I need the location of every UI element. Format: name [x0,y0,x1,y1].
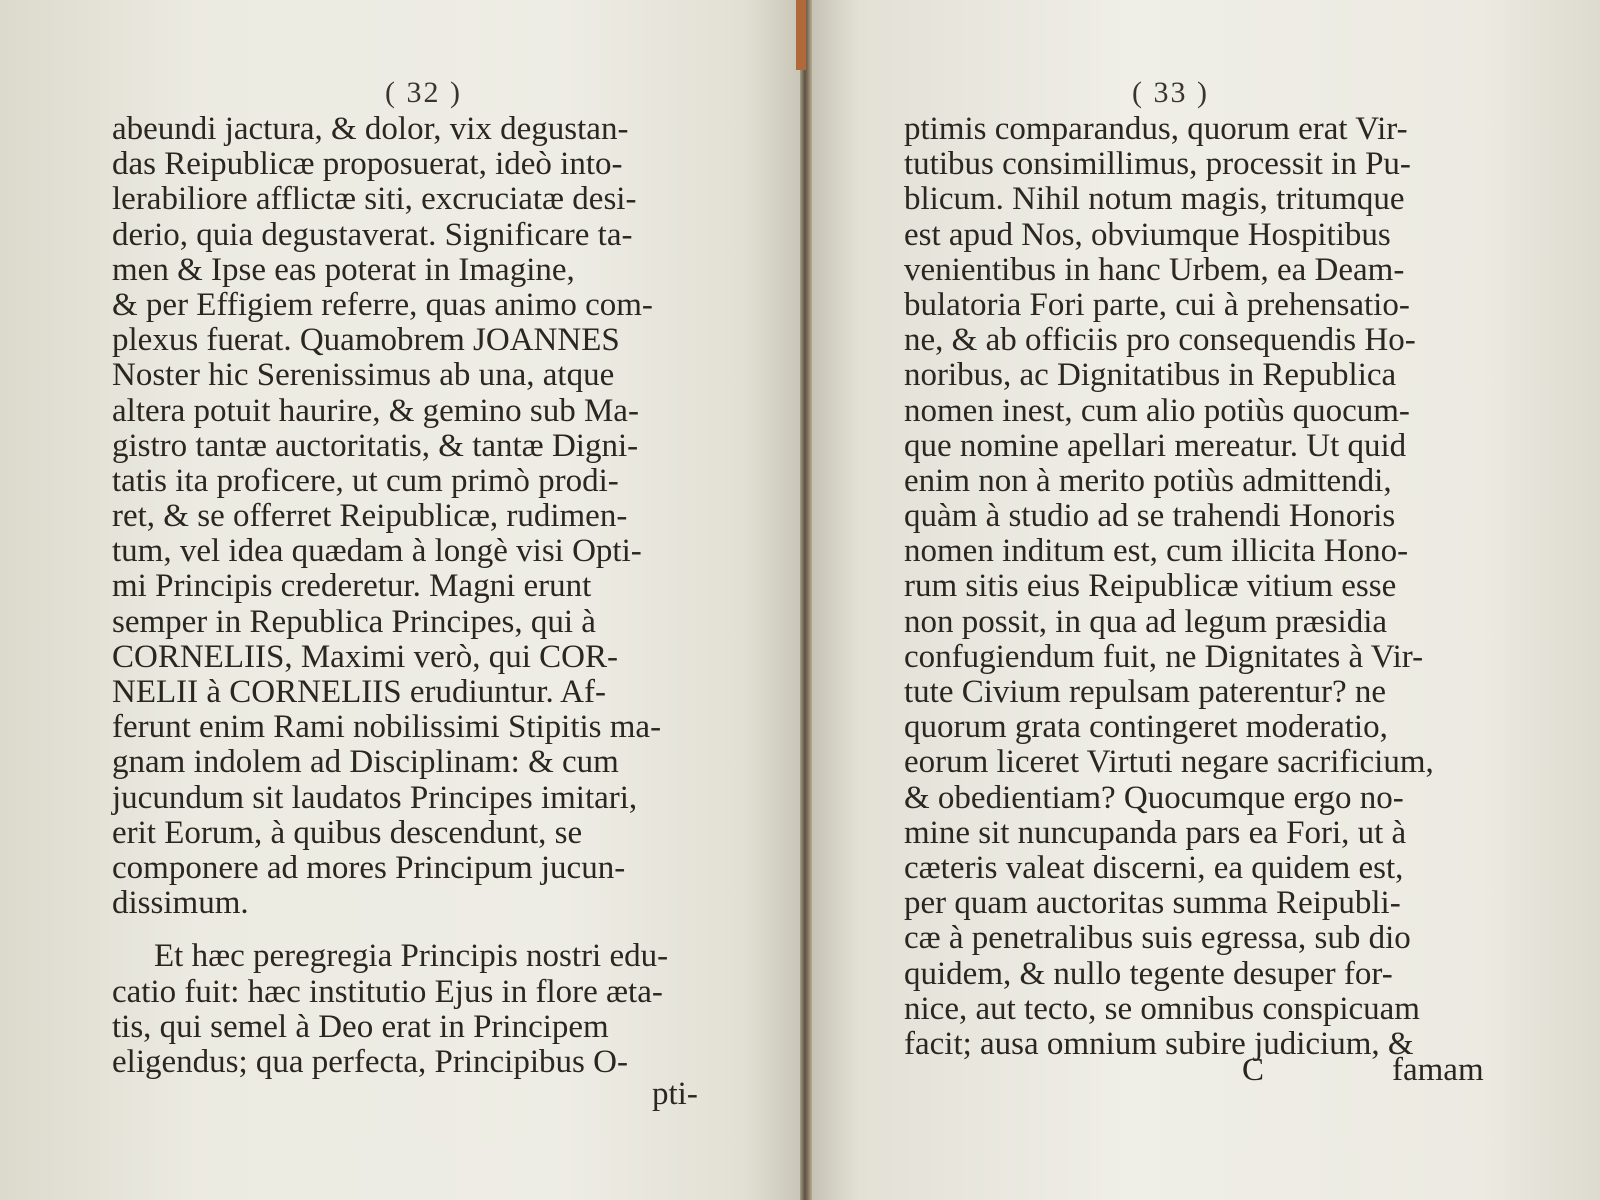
signature-mark: C [1242,1052,1265,1088]
text-line: ptimis comparandus, quorum erat Vir- [904,111,1408,147]
catchword-left: pti- [652,1076,698,1112]
text-line: quidem, & nullo tegente desuper for- [904,955,1393,992]
text-line: que nomine apellari mereatur. Ut quid [904,427,1407,464]
text-line: & obedientiam? Quocumque ergo no- [904,779,1404,816]
text-line: bulatoria Fori parte, cui à prehensatio- [904,286,1410,323]
left-page-text [112,112,742,1080]
text-line: ne, & ab officiis pro consequendis Ho- [904,322,1416,359]
text-line: quorum grata contingeret moderatio, [904,709,1388,746]
text-line: erit Eorum, à quibus descendunt, se [112,814,583,851]
text-line: derio, quia degustaverat. Significare ta- [112,216,633,253]
text-line: & per Effigiem referre, quas animo com- [112,286,653,323]
text-line: tatis ita proficere, ut cum primò prodi- [112,462,619,499]
text-line: cæ à penetralibus suis egressa, sub dio [904,920,1411,957]
text-line: dissimum. [112,885,249,922]
text-line: ferunt enim Rami nobilissimi Stipitis ma- [112,709,662,746]
text-line: componere ad mores Principum jucun- [112,849,626,886]
page-number-right: ( 33 ) [1132,76,1209,109]
text-line: jucundum sit laudatos Principes imitari, [112,779,638,816]
text-line: cæteris valeat discerni, ea quidem est, [904,849,1404,886]
text-line: tute Civium repulsam paterentur? ne [904,674,1387,710]
text-line: nomen inest, cum alio potiùs quocum- [904,392,1410,429]
text-line: quàm à studio ad se trahendi Honoris [904,498,1396,535]
text-line: ret, & se offerret Reipublicæ, rudimen- [112,498,628,535]
right-page [812,0,1600,1200]
page-number-left: ( 32 ) [385,76,462,109]
text-line: non possit, in qua ad legum præsidia [904,603,1388,640]
text-line: enim non à merito potiùs admittendi, [904,462,1392,499]
text-line: Et hæc peregregia Principis nostri edu- [154,938,669,975]
book-gutter [800,0,812,1200]
text-line: mi Principis crederetur. Magni erunt [112,568,592,605]
text-line: gistro tantæ auctoritatis, & tantæ Digni- [112,427,639,464]
text-line: semper in Republica Principes, qui à [112,603,596,640]
right-page-text [904,112,1534,1062]
text-line: CORNELIIS, Maximi verò, qui COR- [112,638,618,675]
text-line: abeundi jactura, & dolor, vix degustan- [112,111,629,147]
text-line: venientibus in hanc Urbem, ea Deam- [904,251,1405,288]
text-line: Noster hic Serenissimus ab una, atque [112,357,615,394]
text-line: tis, qui semel à Deo erat in Principem [112,1008,609,1045]
text-line: facit; ausa omnium subire judicium, & [904,1025,1414,1062]
text-line: men & Ipse eas poterat in Imagine, [112,251,575,288]
catchword-right: famam [1392,1052,1484,1088]
text-line: tutibus consimillimus, processit in Pu- [904,146,1411,183]
text-line: eligendus; qua perfecta, Principibus O- [112,1043,628,1080]
spine-edge [796,0,806,70]
text-line: nice, aut tecto, se omnibus conspicuam [904,990,1420,1027]
text-line: confugiendum fuit, ne Dignitates à Vir- [904,638,1424,675]
text-line: plexus fuerat. Quamobrem JOANNES [112,322,620,359]
text-line: tum, vel idea quædam à longè visi Opti- [112,533,642,570]
text-line: rum sitis eius Reipublicæ vitium esse [904,568,1397,605]
text-line: lerabiliore afflictæ siti, excruciatæ desi- [112,181,637,218]
text-line: catio fuit: hæc institutio Ejus in flore ætа- [112,973,663,1010]
text-line: das Reipublicæ proposuerat, ideò into- [112,146,623,183]
text-line: blicum. Nihil notum magis, tritumque [904,181,1405,218]
text-line: eorum liceret Virtuti negare sacrificium, [904,744,1434,781]
text-line: noribus, ac Dignitatibus in Republica [904,357,1397,394]
text-line: est apud Nos, obviumque Hospitibus [904,216,1391,253]
text-line: per quam auctoritas summa Reipubli- [904,885,1401,922]
text-line: altera potuit haurire, & gemino sub Ma- [112,392,639,429]
text-line: mine sit nuncupanda pars ea Fori, ut à [904,814,1407,851]
text-line: NELII à CORNELIIS erudiuntur. Af- [112,674,606,710]
text-line: gnam indolem ad Disciplinam: & cum [112,744,619,781]
text-line: nomen inditum est, cum illicita Hono- [904,533,1409,570]
